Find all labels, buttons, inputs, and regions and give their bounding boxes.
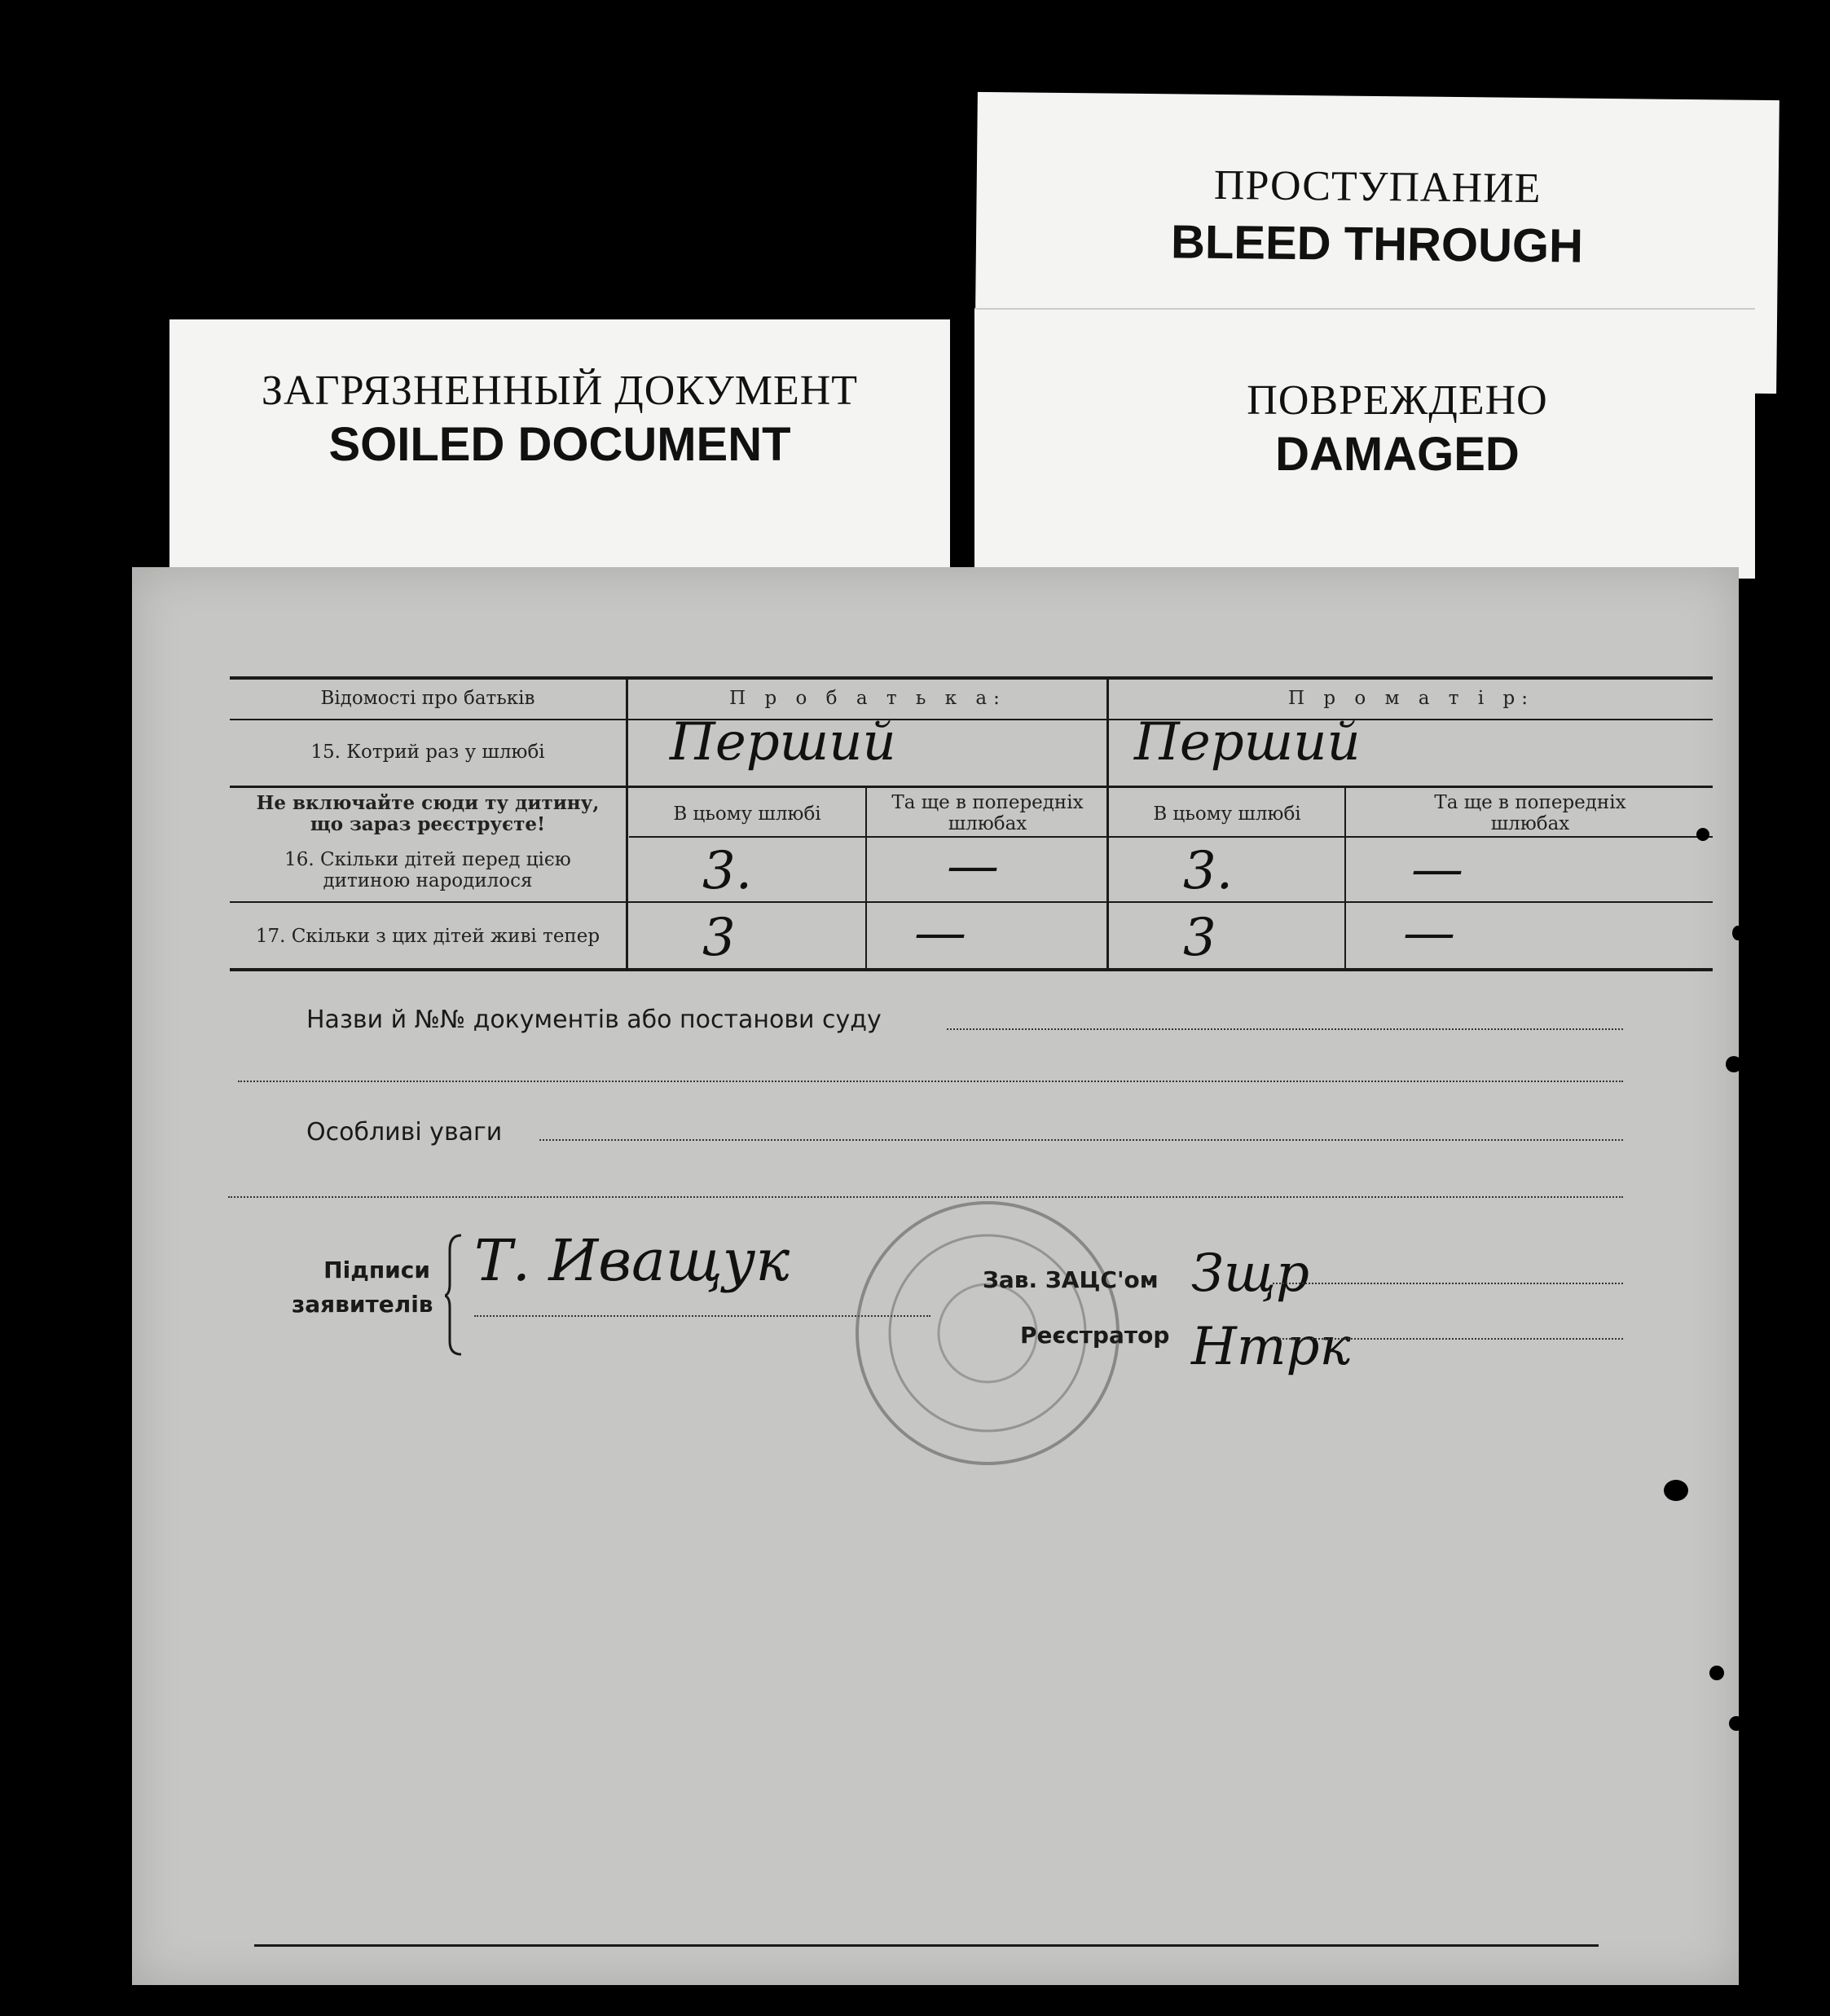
damage-hole	[1726, 1056, 1742, 1072]
soiled-label-en: SOILED DOCUMENT	[328, 418, 791, 471]
soiled-document-card	[169, 319, 950, 572]
mother-prev-marriage-header-1: Та ще в попередніх	[1434, 792, 1626, 813]
registry-form-sheet	[132, 567, 1739, 1985]
damaged-label-ru: ПОВРЕЖДЕНО	[1247, 377, 1548, 424]
registrar-label: Реєстратор	[1020, 1322, 1170, 1349]
row16-father-prev: —	[947, 836, 999, 896]
mother-this-marriage-header: В цьому шлюбі	[1153, 803, 1301, 825]
row17-father-prev: —	[914, 903, 966, 963]
applicants-brace-icon	[445, 1234, 464, 1356]
damage-hole	[1729, 1716, 1744, 1731]
registrar-signature: Нтрк	[1191, 1317, 1351, 1377]
father-prev-marriage-header-1: Та ще в попередніх	[891, 792, 1084, 813]
table-top-rule	[230, 676, 1713, 680]
damage-hole	[1709, 1666, 1724, 1680]
row17-mother-prev: —	[1403, 903, 1455, 963]
row17-father-this: 3	[702, 908, 736, 968]
head-label: Зав. ЗАЦС'ом	[983, 1266, 1159, 1293]
table-row15-rule	[230, 786, 1713, 788]
head-sig-line	[1273, 1283, 1623, 1284]
damage-hole	[1732, 926, 1744, 940]
sheet-bottom-rule	[254, 1944, 1599, 1947]
documents-line-2	[238, 1081, 1623, 1082]
row17-label: 17. Скільки з цих дітей живі тепер	[255, 926, 600, 947]
table-header-father: П р о б а т ь к а:	[729, 688, 1006, 709]
row15-father-value: Перший	[670, 712, 896, 773]
row16-mother-prev: —	[1411, 839, 1463, 900]
row17-mother-this: 3	[1183, 908, 1216, 968]
damage-hole	[1696, 828, 1709, 841]
table-col-divider-mother	[1344, 787, 1346, 970]
registrar-sig-line	[1273, 1338, 1623, 1340]
applicant-signature: Т. Иващук	[474, 1227, 790, 1294]
table-row16-rule	[230, 901, 1713, 903]
documents-line-1	[947, 1028, 1623, 1030]
father-this-marriage-header: В цьому шлюбі	[673, 803, 821, 825]
mother-prev-marriage-header-2: шлюбах	[1490, 813, 1570, 834]
table-col-divider-father	[865, 787, 867, 970]
damaged-label-en: DAMAGED	[1275, 428, 1520, 481]
applicants-label-line-1: Підписи	[323, 1257, 430, 1283]
row16-label-line-2: дитиною народилося	[323, 870, 533, 891]
head-signature: Зщр	[1191, 1243, 1309, 1304]
soiled-label-ru: ЗАГРЯЗНЕННЫЙ ДОКУМЕНТ	[261, 368, 859, 414]
row16-father-this: 3.	[702, 841, 753, 901]
table-col-divider-1	[626, 678, 628, 970]
applicants-label-line-2: заявителів	[292, 1291, 433, 1318]
table-col-divider-2	[1106, 678, 1109, 970]
table-sub-rule	[629, 836, 1713, 838]
row16-label-line-1: 16. Скільки дітей перед цією	[284, 849, 571, 870]
table-bottom-rule	[230, 968, 1713, 971]
note-line-2: що зараз реєструєте!	[310, 813, 546, 835]
row15-mother-value: Перший	[1134, 712, 1361, 773]
notes-label: Особливі уваги	[306, 1118, 503, 1147]
notes-line-1	[539, 1139, 1623, 1141]
damaged-card	[974, 308, 1755, 579]
note-line-1: Не включайте сюди ту дитину,	[256, 792, 600, 814]
bleed-label-ru: ПРОСТУПАНИЕ	[1213, 161, 1542, 213]
damage-hole	[1664, 1480, 1688, 1501]
documents-label: Назви й №№ документів або постанови суду	[306, 1006, 882, 1034]
row16-mother-this: 3.	[1183, 841, 1234, 901]
table-header-mother: П р о м а т і р:	[1288, 688, 1534, 709]
table-header-rule	[230, 719, 1713, 720]
father-prev-marriage-header-2: шлюбах	[948, 813, 1027, 834]
bleed-label-en: BLEED THROUGH	[1170, 215, 1584, 273]
row15-label: 15. Котрий раз у шлюбі	[310, 742, 545, 763]
table-header-parents: Відомості про батьків	[320, 688, 535, 709]
